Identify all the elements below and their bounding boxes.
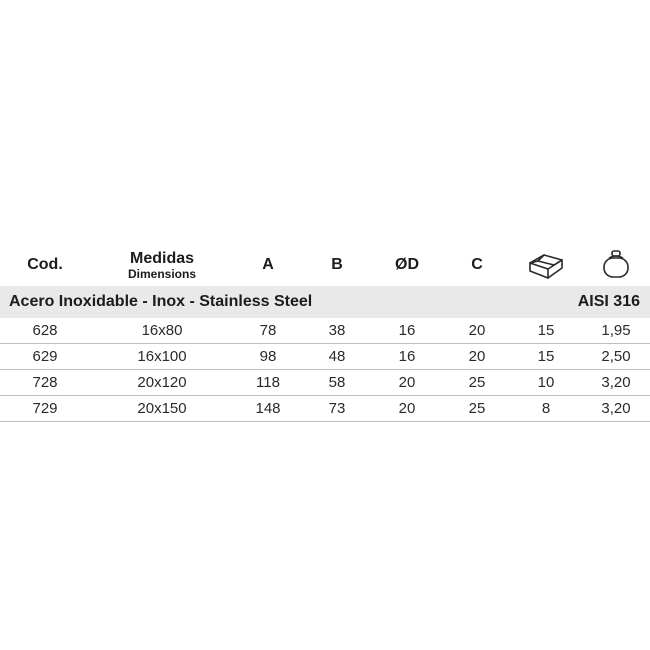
cell-diameter: 16 bbox=[398, 322, 416, 339]
cell-weight: 2,50 bbox=[601, 348, 631, 365]
cell-cod: 628 bbox=[32, 322, 58, 339]
cell-a: 148 bbox=[255, 400, 281, 417]
cell-c: 20 bbox=[468, 322, 486, 339]
cell-diameter: 20 bbox=[398, 400, 416, 417]
table-row bbox=[0, 344, 650, 370]
cell-c: 25 bbox=[468, 400, 486, 417]
cell-cod: 729 bbox=[32, 400, 58, 417]
table-row bbox=[0, 396, 650, 422]
cell-medidas: 16x80 bbox=[141, 322, 183, 339]
cell-qty: 8 bbox=[541, 400, 551, 417]
cell-medidas: 20x120 bbox=[137, 374, 187, 391]
weight-icon bbox=[601, 244, 631, 286]
header-diameter bbox=[395, 244, 419, 286]
section-header bbox=[0, 286, 650, 318]
cell-cod: 728 bbox=[32, 374, 58, 391]
cell-diameter: 20 bbox=[398, 374, 416, 391]
cell-qty: 15 bbox=[537, 322, 555, 339]
cell-a: 78 bbox=[259, 322, 277, 339]
cell-qty: 15 bbox=[537, 348, 555, 365]
cell-qty: 10 bbox=[537, 374, 555, 391]
box-icon bbox=[526, 244, 566, 286]
header-medidas-label: Medidas bbox=[129, 249, 195, 267]
table-header bbox=[0, 244, 650, 286]
cell-b: 48 bbox=[328, 348, 346, 365]
header-cod-label: Cod. bbox=[27, 256, 63, 273]
cell-medidas: 20x150 bbox=[137, 400, 187, 417]
cell-weight: 3,20 bbox=[601, 374, 631, 391]
cell-c: 25 bbox=[468, 374, 486, 391]
cell-a: 118 bbox=[256, 374, 280, 391]
cell-weight: 1,95 bbox=[601, 322, 631, 339]
header-medidas bbox=[128, 244, 196, 286]
table-row bbox=[0, 370, 650, 396]
section-title: Acero Inoxidable - Inox - Stainless Steel bbox=[9, 293, 313, 310]
table-row bbox=[0, 318, 650, 344]
cell-b: 73 bbox=[328, 400, 346, 417]
header-cod bbox=[27, 244, 63, 286]
header-dimensions-label: Dimensions bbox=[127, 266, 197, 281]
header-c bbox=[471, 244, 483, 286]
header-a bbox=[262, 244, 274, 286]
cell-a: 98 bbox=[259, 348, 277, 365]
header-b-label: B bbox=[331, 256, 343, 273]
cell-b: 38 bbox=[328, 322, 346, 339]
cell-cod: 629 bbox=[32, 348, 58, 365]
cell-medidas: 16x100 bbox=[137, 348, 187, 365]
header-b bbox=[331, 244, 343, 286]
cell-weight: 3,20 bbox=[601, 400, 631, 417]
cell-c: 20 bbox=[468, 348, 486, 365]
section-grade: AISI 316 bbox=[577, 293, 640, 310]
header-a-label: A bbox=[262, 256, 274, 273]
cell-b: 58 bbox=[328, 374, 346, 391]
cell-diameter: 16 bbox=[398, 348, 416, 365]
header-c-label: C bbox=[471, 256, 483, 273]
header-diameter-label: ØD bbox=[395, 256, 419, 273]
product-table bbox=[0, 244, 650, 422]
